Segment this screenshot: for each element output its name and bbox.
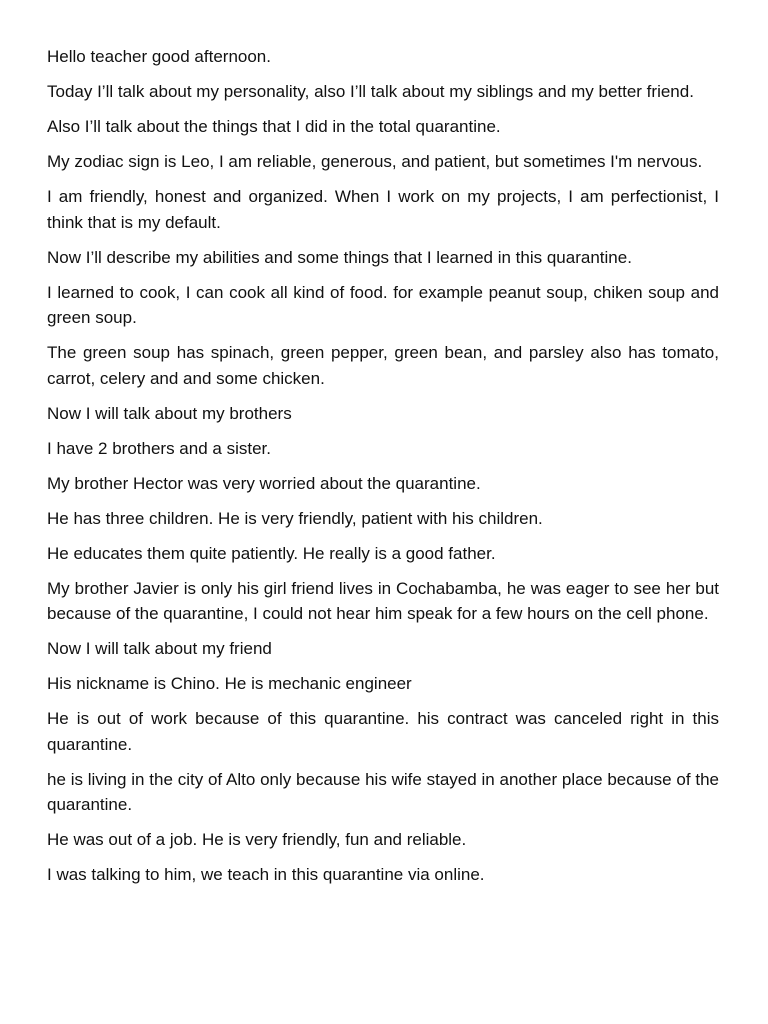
paragraph: His nickname is Chino. He is mechanic engineer — [47, 674, 412, 693]
paragraph: I have 2 brothers and a sister. — [47, 438, 271, 458]
paragraph: Now I will talk about my brothers — [47, 403, 292, 423]
paragraph: He was out of a job. He is very friendly, fun and reliable. — [47, 830, 467, 849]
paragraph: My zodiac sign is Leo, I am reliable, generous, and patient, but sometimes I'm nervous. — [47, 152, 703, 171]
paragraph: Now I’ll describe my abilities and some things that I learned in this quarantine. — [47, 247, 632, 267]
paragraph: he is living in the city of Alto only because his wife stayed in another place because of the quarantine. — [47, 769, 719, 814]
paragraph: My brother Hector was very worried about the quarantine. — [47, 473, 481, 493]
paragraph: Now I will talk about my friend — [47, 639, 272, 658]
paragraph: I learned to cook, I can cook all kind of food. for example peanut soup, chiken soup and green soup. — [47, 282, 719, 327]
document-body — [47, 44, 719, 897]
paragraph: I am friendly, honest and organized. When I work on my projects, I am perfectionist, I think that is my default. — [47, 187, 719, 232]
paragraph: He has three children. He is very friendly, patient with his children. — [47, 508, 543, 528]
paragraph: He is out of work because of this quarantine. his contract was canceled right in this quarantine. — [47, 709, 719, 754]
paragraph: The green soup has spinach, green pepper, green bean, and parsley also has tomato, carrot, celery and and some chicken. — [47, 343, 719, 388]
paragraph: Today I’ll talk about my personality, also I’ll talk about my siblings and my better friend. — [47, 82, 694, 101]
paragraph: My brother Javier is only his girl friend lives in Cochabamba, he was eager to see her but because of the quarantine, I could not hear him speak for a few hours on the cell phone. — [47, 578, 719, 623]
paragraph: I was talking to him, we teach in this quarantine via online. — [47, 865, 485, 884]
paragraph: Hello teacher good afternoon. — [47, 47, 271, 66]
paragraph: Also I’ll talk about the things that I did in the total quarantine. — [47, 117, 501, 136]
paragraph: He educates them quite patiently. He really is a good father. — [47, 543, 496, 563]
